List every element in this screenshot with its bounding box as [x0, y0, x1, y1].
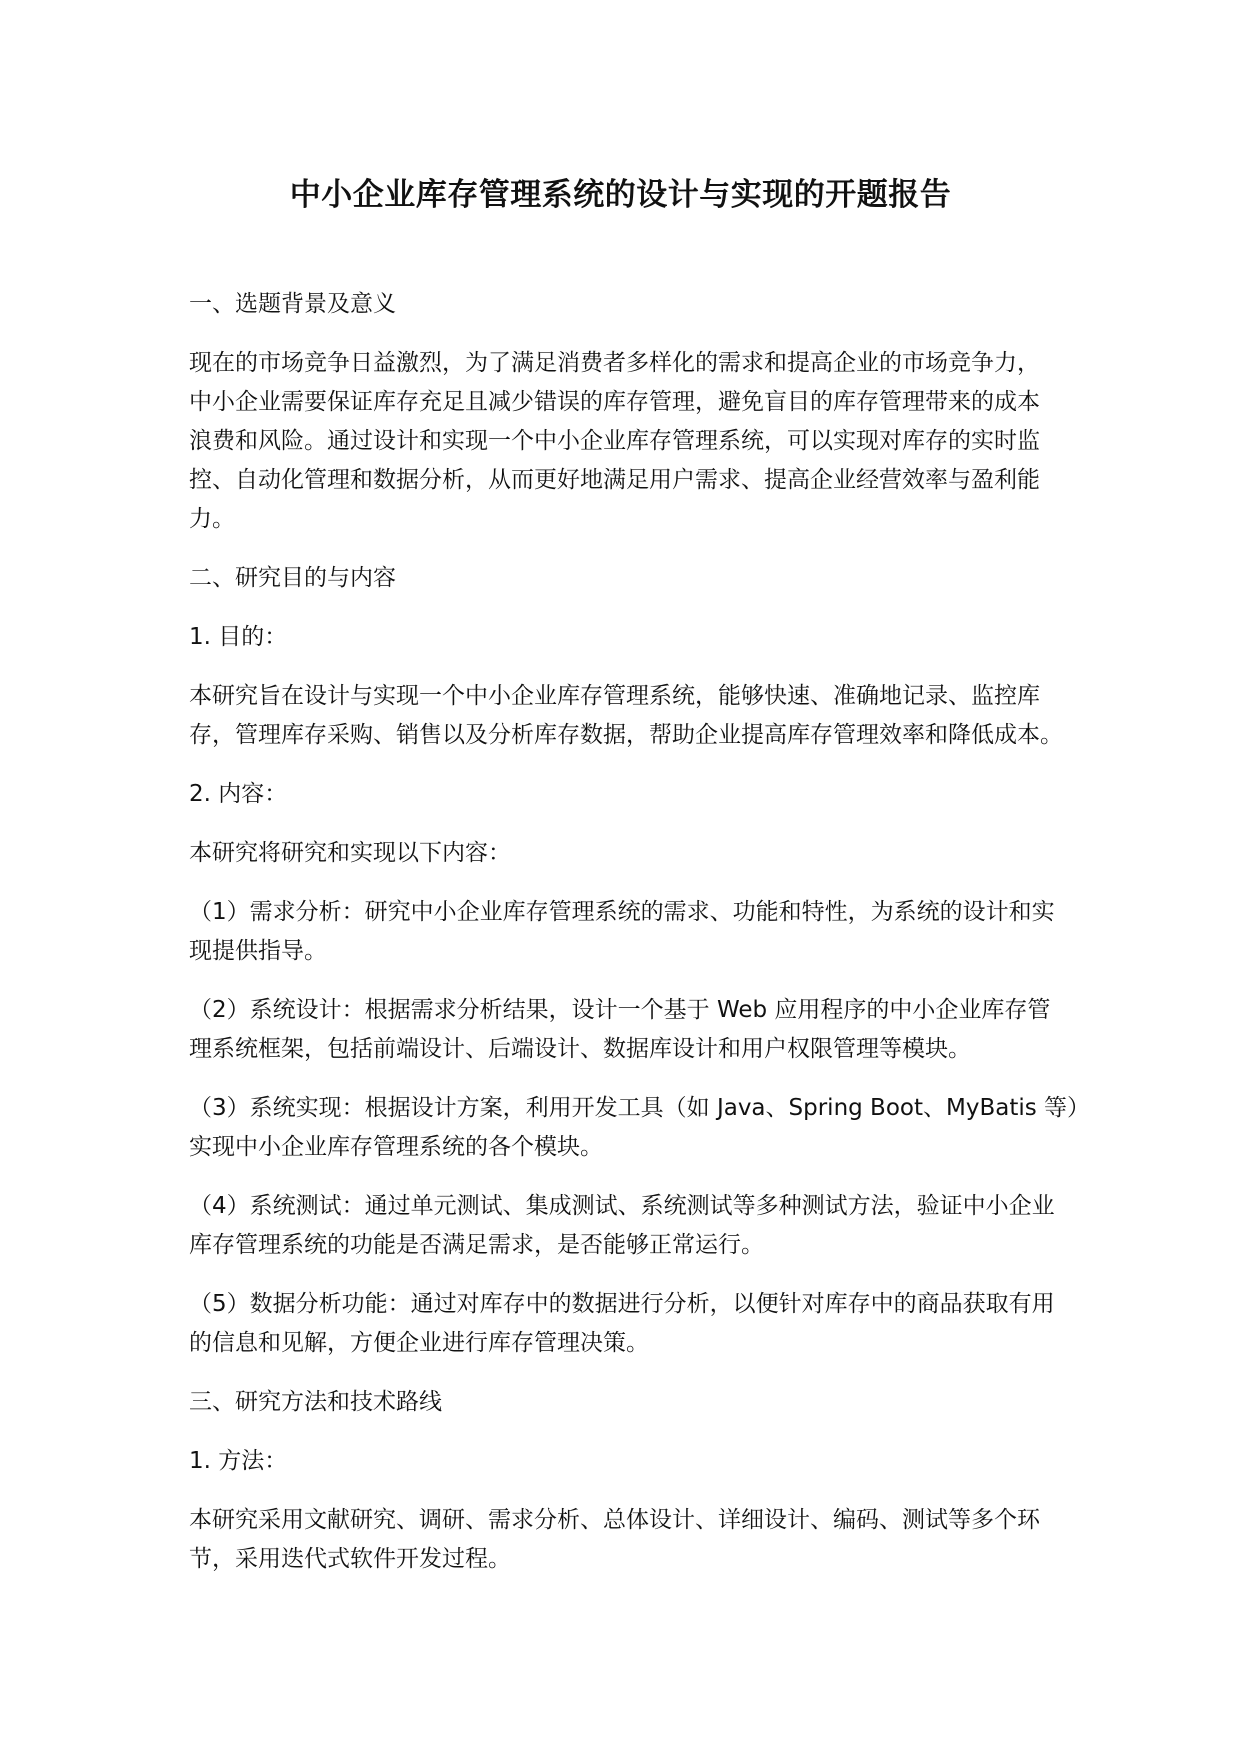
text-line: 现在的市场竞争日益激烈，为了满足消费者多样化的需求和提高企业的市场竞争力，: [189, 350, 1040, 376]
text-line: （2）系统设计：根据需求分析结果，设计一个基于 Web 应用程序的中小企业库存管: [189, 997, 1051, 1023]
text-line: （1）需求分析：研究中小企业库存管理系统的需求、功能和特性，为系统的设计和实: [189, 899, 1055, 925]
text-line: 浪费和风险。通过设计和实现一个中小企业库存管理系统，可以实现对库存的实时监: [189, 428, 1040, 454]
text-line: （5）数据分析功能：通过对库存中的数据进行分析，以便针对库存中的商品获取有用: [189, 1291, 1055, 1317]
text-line: 中小企业需要保证库存充足且减少错误的库存管理，避免盲目的库存管理带来的成本: [189, 389, 1040, 415]
paragraph: [189, 559, 1069, 598]
paragraph: [189, 893, 1069, 971]
paragraph: [189, 1501, 1069, 1579]
paragraph: [189, 1187, 1069, 1265]
text-line: 本研究旨在设计与实现一个中小企业库存管理系统，能够快速、准确地记录、监控库: [189, 683, 1040, 709]
paragraph: [189, 677, 1069, 755]
text-line: 的信息和见解，方便企业进行库存管理决策。: [189, 1330, 649, 1356]
text-line: （3）系统实现：根据设计方案，利用开发工具（如 Java、Spring Boot、MyBatis 等）: [189, 1095, 1091, 1121]
paragraph: [189, 285, 1069, 324]
paragraph: [189, 991, 1069, 1069]
paragraph: [189, 1285, 1069, 1363]
text-line: 三、研究方法和技术路线: [189, 1389, 442, 1415]
text-line: 本研究采用文献研究、调研、需求分析、总体设计、详细设计、编码、测试等多个环: [189, 1507, 1040, 1533]
paragraph: [189, 618, 1069, 657]
text-line: 1. 目的：: [189, 624, 288, 650]
document-body: [189, 285, 1091, 1599]
text-line: 1. 方法：: [189, 1448, 288, 1474]
text-line: 2. 内容：: [189, 781, 288, 807]
text-line: 本研究将研究和实现以下内容：: [189, 840, 511, 866]
document-title: 中小企业库存管理系统的设计与实现的开题报告: [289, 177, 952, 213]
paragraph: [189, 1383, 1069, 1422]
text-line: 节，采用迭代式软件开发过程。: [189, 1546, 511, 1572]
text-line: 存，管理库存采购、销售以及分析库存数据，帮助企业提高库存管理效率和降低成本。: [189, 722, 1063, 748]
text-line: 现提供指导。: [189, 938, 327, 964]
text-line: 库存管理系统的功能是否满足需求，是否能够正常运行。: [189, 1232, 764, 1258]
text-line: 二、研究目的与内容: [189, 565, 396, 591]
text-line: 理系统框架，包括前端设计、后端设计、数据库设计和用户权限管理等模块。: [189, 1036, 971, 1062]
text-line: 力。: [189, 506, 235, 532]
text-line: （4）系统测试：通过单元测试、集成测试、系统测试等多种测试方法，验证中小企业: [189, 1193, 1055, 1219]
text-line: 控、自动化管理和数据分析，从而更好地满足用户需求、提高企业经营效率与盈利能: [189, 467, 1040, 493]
text-line: 一、选题背景及意义: [189, 291, 396, 317]
paragraph: [189, 344, 1069, 539]
paragraph: [189, 1089, 1091, 1167]
paragraph: [189, 1442, 1069, 1481]
paragraph: [189, 775, 1069, 814]
text-line: 实现中小企业库存管理系统的各个模块。: [189, 1134, 603, 1160]
paragraph: [189, 834, 1069, 873]
